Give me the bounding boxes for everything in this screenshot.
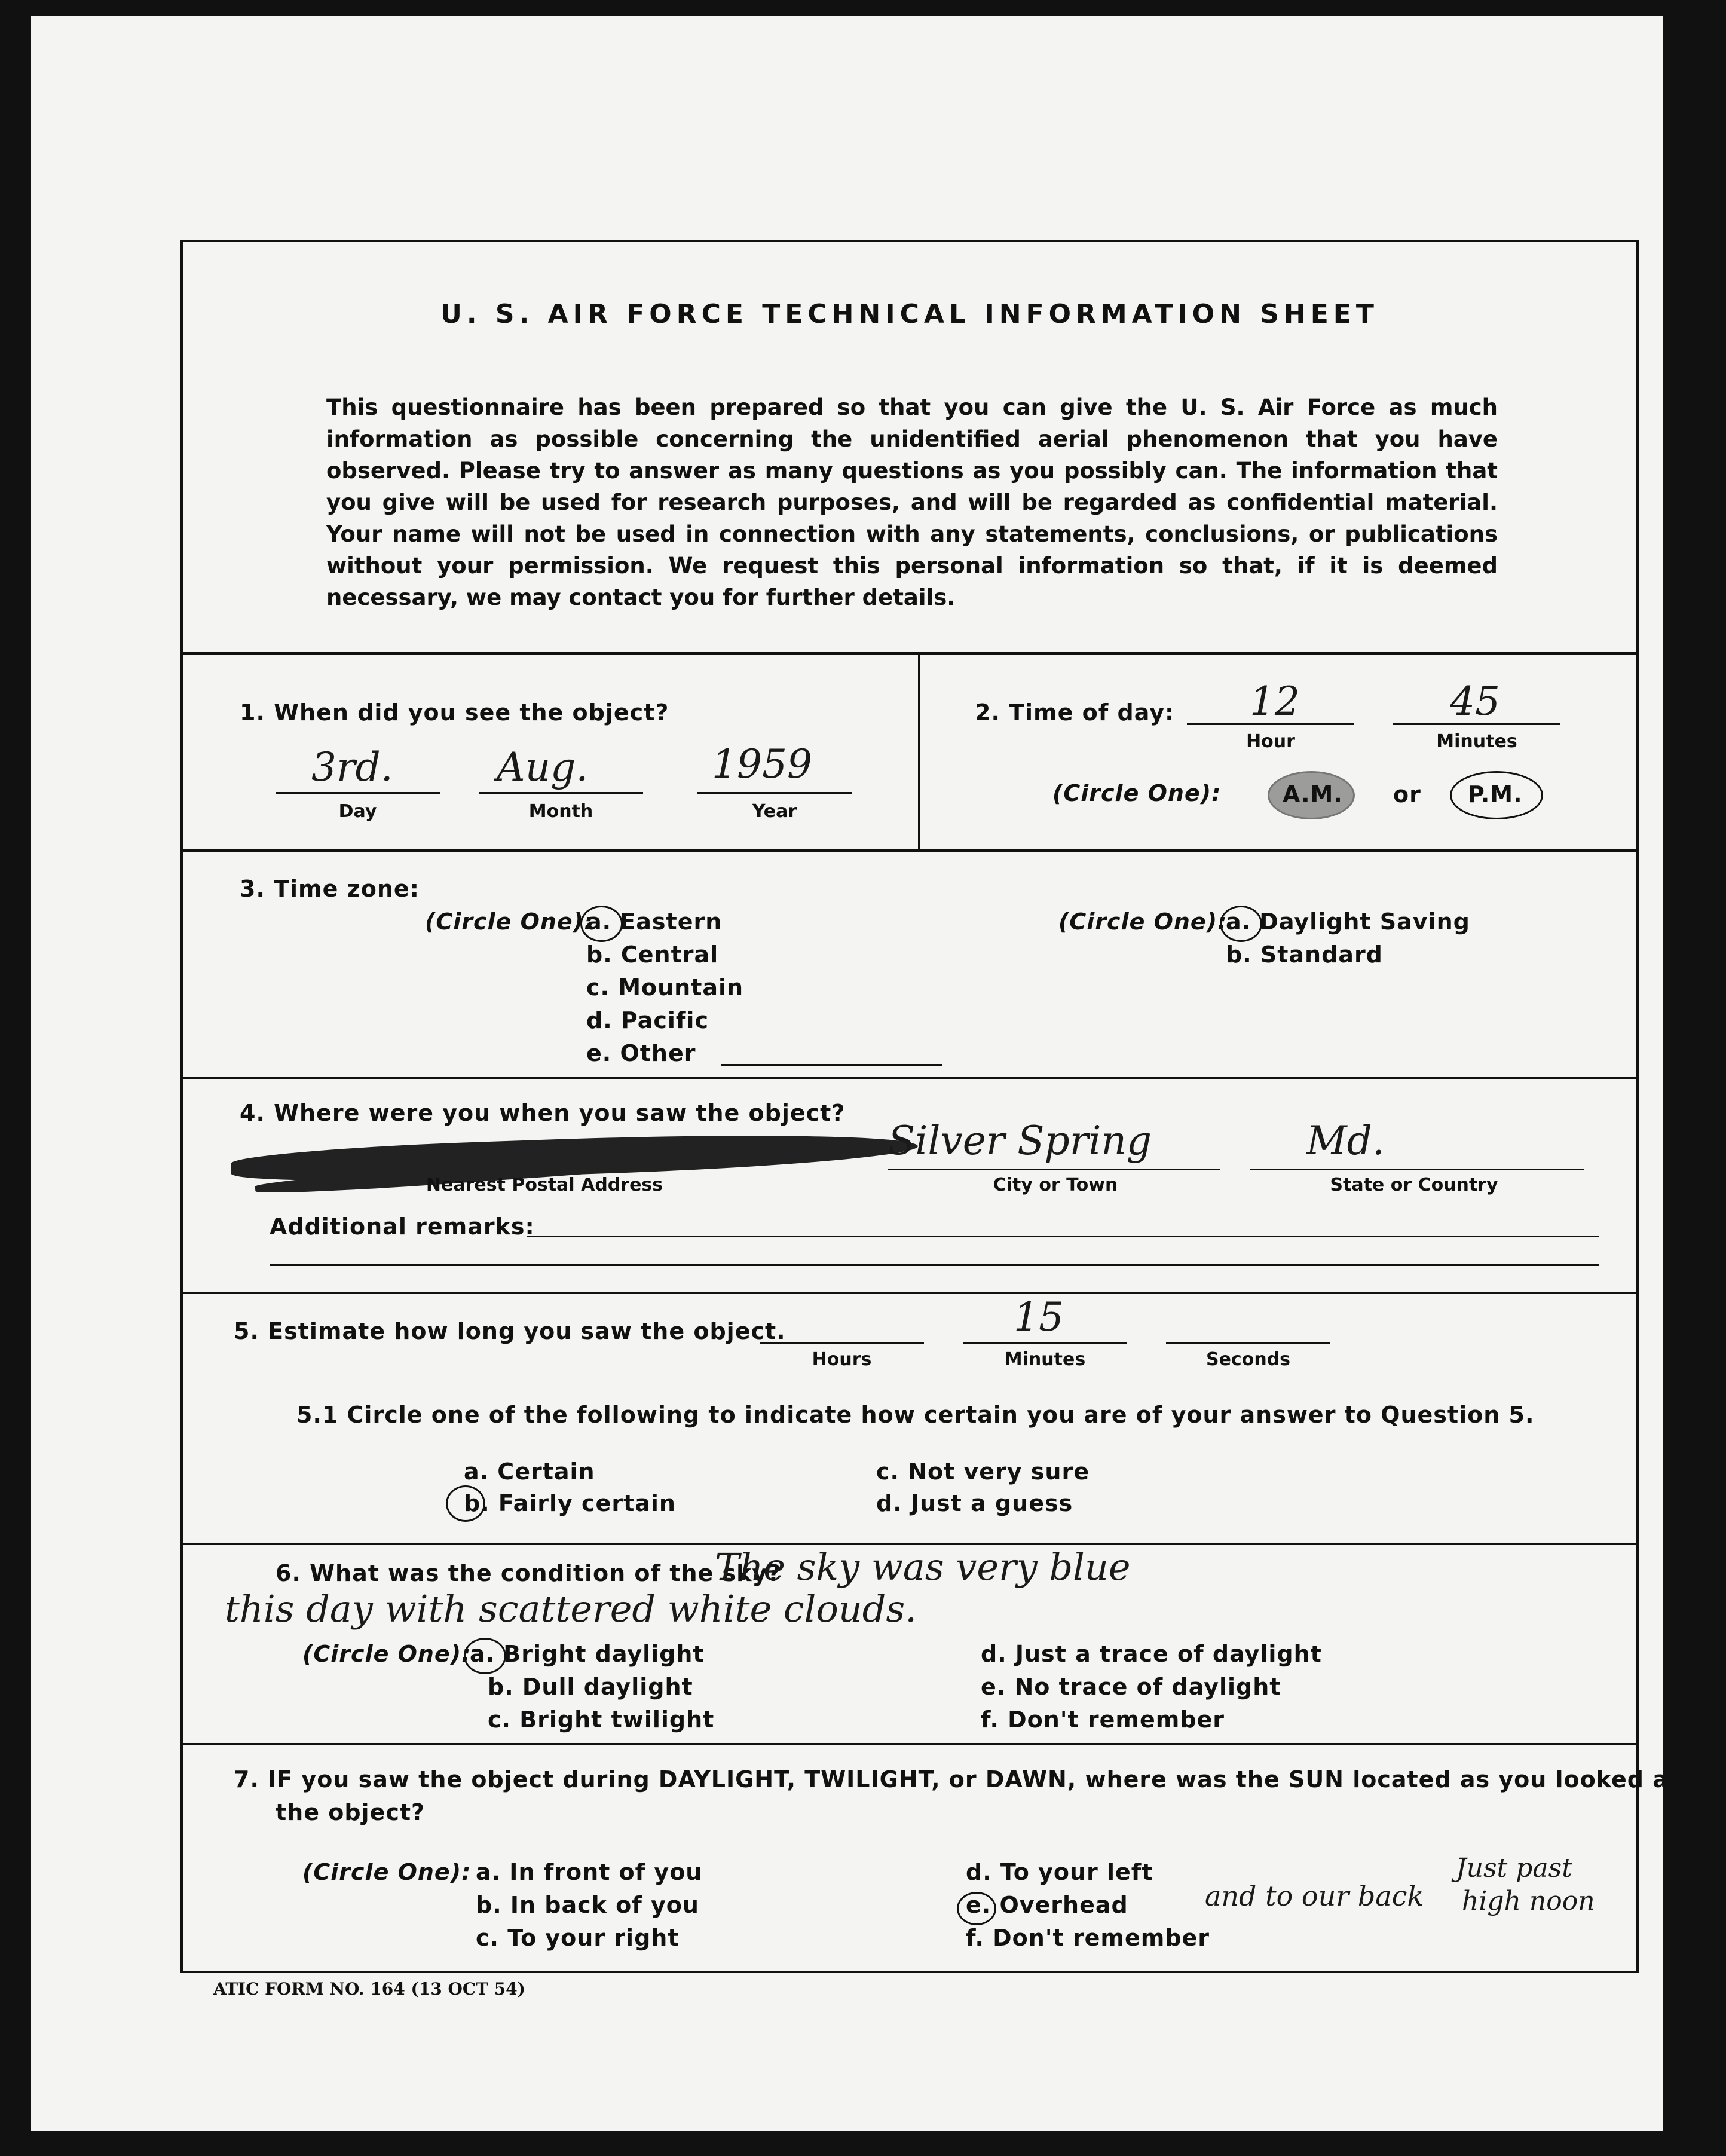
q2-hour-value: 12 — [1250, 678, 1300, 724]
q2-minutes-label: Minutes — [1436, 731, 1517, 752]
header-section — [183, 242, 1636, 655]
q7-option-f: f. Don't remember — [966, 1925, 1210, 1951]
q7-annotation-2-line-1: Just past — [1456, 1853, 1572, 1883]
q6-answer-line-1: The sky was very blue — [715, 1545, 1131, 1589]
q7-option-b: b. In back of you — [476, 1892, 699, 1918]
divider — [918, 655, 920, 849]
q7-option-a: a. In front of you — [476, 1859, 703, 1885]
q2-hour-line — [1187, 723, 1354, 725]
q5-hours-line — [760, 1342, 924, 1344]
q7-option-d: d. To your left — [966, 1859, 1153, 1885]
q7-question-line-1: 7. IF you saw the object during DAYLIGHT, TWILIGHT, or DAWN, where was the SUN located as you looked at — [234, 1766, 1681, 1793]
q1-year-value: 1959 — [712, 741, 812, 787]
q4-city-line — [888, 1169, 1220, 1170]
q4-remarks-line-2 — [270, 1264, 1599, 1266]
q4-city-label: City or Town — [993, 1175, 1118, 1195]
q6-option-c: c. Bright twilight — [488, 1707, 715, 1733]
q5-section — [183, 1294, 1636, 1545]
q1-q2-section — [183, 655, 1636, 852]
q4-city-value: Silver Spring — [888, 1118, 1152, 1164]
q2-am: A.M. — [1283, 781, 1343, 808]
q7-annotation-2-line-2: high noon — [1462, 1886, 1595, 1916]
intro-paragraph: This questionnaire has been prepared so that you can give the U. S. Air Force as much information as possible concerning the unidentified aerial phenomenon that you have observed. Please try to answer as many questions as you possibly can. The information that you give will be used for research purposes, and will be regarded as confidential material. Your name will not be used in connection with any statements, conclusions, or publications without your permission. We request this personal information so that, if it is deemed necessary, we may contact you for further details. — [326, 394, 1498, 610]
saving-a: a. Daylight Saving — [1226, 909, 1470, 935]
q6-option-b: b. Dull daylight — [488, 1674, 693, 1700]
q1-month-line — [479, 792, 643, 794]
zone-a: a. Eastern — [586, 909, 723, 935]
q4-address-label: Nearest Postal Address — [426, 1175, 663, 1195]
q4-question: 4. Where were you when you saw the object? — [240, 1100, 846, 1126]
q2-question: 2. Time of day: — [975, 699, 1175, 726]
form-title: U. S. AIR FORCE TECHNICAL INFORMATION SHEET — [440, 299, 1379, 329]
q4-remarks-label: Additional remarks: — [270, 1213, 535, 1240]
zone-b: b. Central — [586, 941, 719, 968]
q6-option-f: f. Don't remember — [981, 1707, 1225, 1733]
q6-option-a: a. Bright daylight — [470, 1641, 705, 1667]
zone-c: c. Mountain — [586, 974, 744, 1001]
q1-year-line — [697, 792, 852, 794]
q1-year-label: Year — [752, 801, 797, 822]
q2-minutes-value: 45 — [1450, 678, 1500, 724]
zone-other-line — [721, 1064, 942, 1066]
technical-information-form — [180, 240, 1681, 1973]
q1-question: 1. When did you see the object? — [240, 699, 669, 726]
q51-question: 5.1 Circle one of the following to indicate how certain you are of your answer to Question 5. — [296, 1402, 1535, 1428]
q7-question-line-2: the object? — [276, 1799, 426, 1825]
q5-minutes-line — [963, 1342, 1127, 1344]
q1-month-value: Aug. — [497, 744, 589, 790]
q6-answer-line-2: this day with scattered white clouds. — [225, 1587, 917, 1631]
q5-option-a: a. Certain — [464, 1458, 595, 1485]
q7-annotation: and to our back — [1205, 1880, 1424, 1912]
q5-option-b: b. Fairly certain — [464, 1490, 676, 1516]
q3-circle-label-2: (Circle One): — [1058, 909, 1228, 935]
q5-minutes-label: Minutes — [1004, 1349, 1086, 1370]
q7-option-e: e. Overhead — [966, 1892, 1128, 1918]
q1-day-label: Day — [338, 801, 377, 822]
q3-section — [183, 852, 1636, 1079]
q2-or: or — [1393, 781, 1421, 808]
q5-option-c: c. Not very sure — [876, 1458, 1090, 1485]
q1-day-value: 3rd. — [311, 744, 393, 790]
q4-state-line — [1250, 1169, 1584, 1170]
q2-circle-label: (Circle One): — [1052, 780, 1222, 806]
q5-option-d: d. Just a guess — [876, 1490, 1073, 1516]
q4-remarks-line-1 — [527, 1236, 1599, 1237]
zone-e: e. Other — [586, 1040, 696, 1066]
q7-circle-label: (Circle One): — [302, 1859, 472, 1885]
q4-state-value: Md. — [1306, 1118, 1385, 1164]
q2-pm: P.M. — [1468, 781, 1523, 808]
q5-question: 5. Estimate how long you saw the object. — [234, 1318, 786, 1344]
q3-circle-label-1: (Circle One): — [425, 909, 594, 935]
q5-minutes-value: 15 — [1014, 1294, 1064, 1340]
q2-hour-label: Hour — [1246, 731, 1295, 752]
q6-option-d: d. Just a trace of daylight — [981, 1641, 1322, 1667]
form-number: ATIC FORM NO. 164 (13 OCT 54) — [213, 1979, 525, 1999]
q6-circle-label: (Circle One): — [302, 1641, 472, 1667]
q6-section — [183, 1545, 1636, 1745]
q1-day-line — [276, 792, 440, 794]
q6-option-e: e. No trace of daylight — [981, 1674, 1281, 1700]
q4-section — [183, 1079, 1636, 1294]
q1-month-label: Month — [528, 801, 593, 822]
document-page — [31, 16, 1681, 2131]
q6-question: 6. What was the condition of the sky? — [276, 1560, 782, 1586]
q5-seconds-label: Seconds — [1205, 1349, 1291, 1370]
q7-option-c: c. To your right — [476, 1925, 680, 1951]
zone-d: d. Pacific — [586, 1007, 709, 1033]
q2-minutes-line — [1393, 723, 1560, 725]
q7-section — [183, 1745, 1681, 1975]
q3-question: 3. Time zone: — [240, 876, 420, 902]
q4-state-label: State or Country — [1330, 1175, 1498, 1195]
q5-seconds-line — [1166, 1342, 1330, 1344]
saving-b: b. Standard — [1226, 941, 1383, 968]
q5-hours-label: Hours — [812, 1349, 872, 1370]
